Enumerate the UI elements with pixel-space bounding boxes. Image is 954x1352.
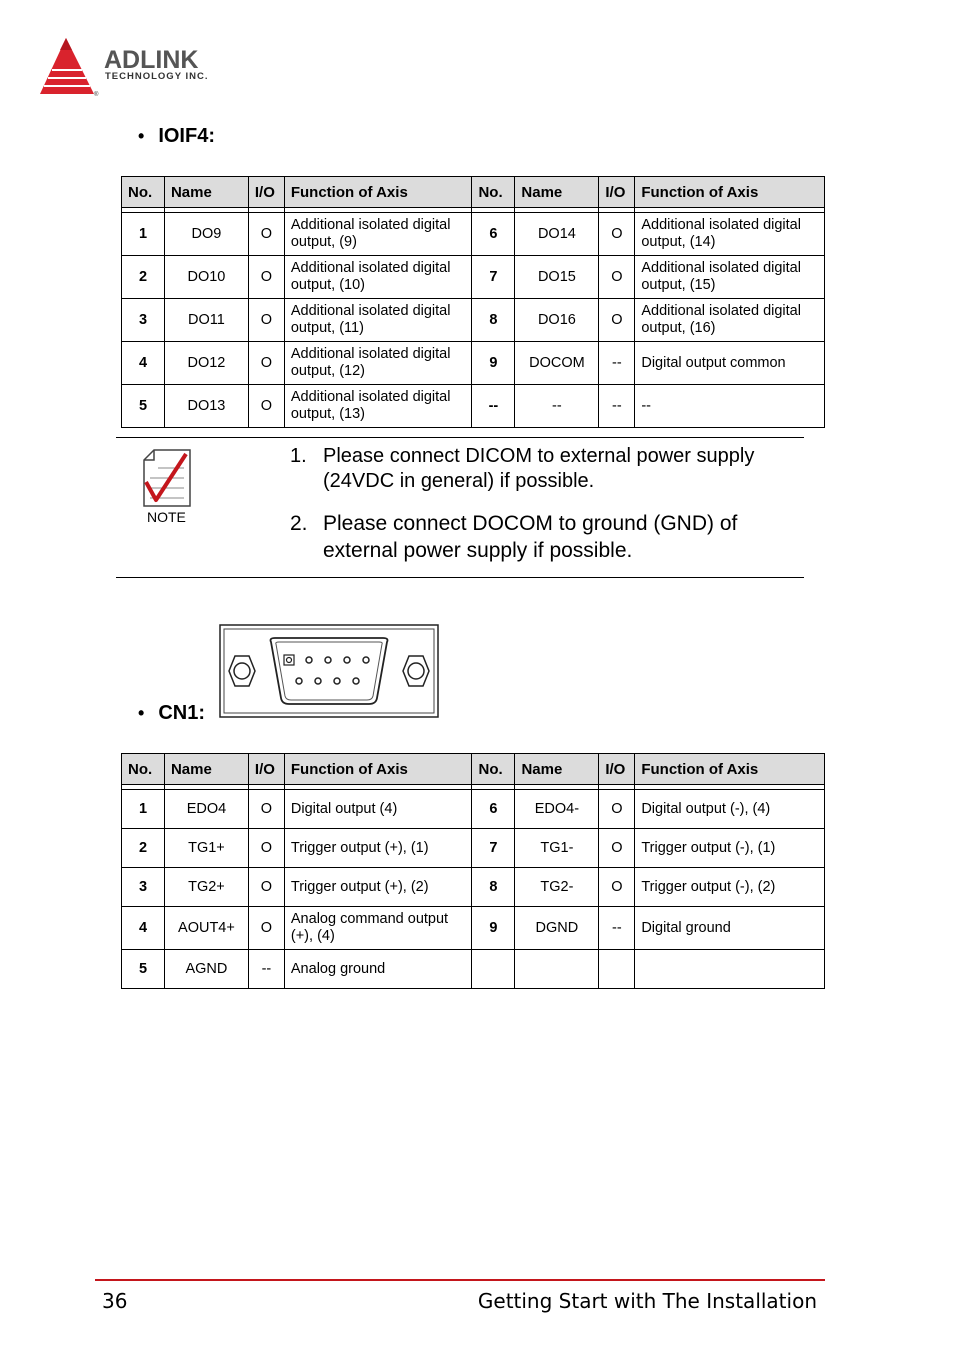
table-cell-name: DGND — [515, 907, 599, 950]
table-cell-no: 9 — [472, 342, 515, 385]
column-header: Function of Axis — [284, 177, 472, 208]
table-cell-name: AOUT4+ — [164, 907, 248, 950]
table-cell-io: O — [599, 829, 635, 868]
table-cell-name: DO16 — [515, 299, 599, 342]
table-cell-io: -- — [599, 385, 635, 428]
column-header: I/O — [599, 754, 635, 785]
brand-name: ADLINK — [104, 46, 199, 74]
table-cell-io: O — [248, 299, 284, 342]
table-cell-io — [599, 950, 635, 989]
ioif4-heading-text: IOIF4: — [158, 125, 215, 147]
column-header: Name — [164, 177, 248, 208]
column-header: I/O — [248, 754, 284, 785]
table-cell-fn: Additional isolated digital output, (10) — [284, 256, 472, 299]
table-cell-fn: Additional isolated digital output, (14) — [635, 213, 825, 256]
table-cell-name: EDO4 — [164, 790, 248, 829]
table-cell-fn: Analog command output (+), (4) — [284, 907, 472, 950]
table-row — [122, 868, 825, 907]
table-cell-no: 1 — [122, 790, 165, 829]
table-cell-name: DO11 — [164, 299, 248, 342]
column-header: Name — [164, 754, 248, 785]
table-cell-fn: Trigger output (-), (2) — [635, 868, 825, 907]
table-cell-name: TG2- — [515, 868, 599, 907]
table-cell-name: AGND — [164, 950, 248, 989]
note-item-number: 1. — [290, 445, 307, 467]
table-cell-no: 1 — [122, 213, 165, 256]
table-cell-no: 4 — [122, 907, 165, 950]
table-row — [122, 213, 825, 256]
table-cell-io: -- — [599, 907, 635, 950]
table-cell-name: DO10 — [164, 256, 248, 299]
table-cell-no: 7 — [472, 256, 515, 299]
table-cell-no: 9 — [472, 907, 515, 950]
column-header: No. — [122, 754, 165, 785]
brand-tagline: TECHNOLOGY INC. — [105, 71, 209, 82]
ioif4-heading — [138, 125, 215, 148]
adlink-triangle-icon — [38, 36, 102, 98]
cn1-heading-text: CN1: — [158, 702, 205, 724]
table-cell-io: O — [248, 256, 284, 299]
table-cell-io: O — [248, 829, 284, 868]
table-cell-name: TG1+ — [164, 829, 248, 868]
column-header: I/O — [599, 177, 635, 208]
table-cell-no — [472, 950, 515, 989]
table-cell-no: 6 — [472, 213, 515, 256]
column-header: I/O — [248, 177, 284, 208]
table-cell-fn: Digital output (4) — [284, 790, 472, 829]
table-cell-fn: Additional isolated digital output, (11) — [284, 299, 472, 342]
table-row — [122, 299, 825, 342]
cn1-heading — [138, 702, 205, 725]
adlink-logo — [38, 36, 238, 100]
column-header: Function of Axis — [635, 754, 825, 785]
note-bottom-divider — [116, 577, 804, 578]
table-header-row — [122, 754, 825, 785]
table-cell-io: -- — [248, 950, 284, 989]
note-item-text: Please connect DICOM to external power supply (24VDC in general) if possible. — [323, 445, 755, 492]
footer-divider — [95, 1279, 825, 1281]
table-cell-io: O — [248, 868, 284, 907]
table-cell-fn: -- — [635, 385, 825, 428]
table-cell-fn: Additional isolated digital output, (15) — [635, 256, 825, 299]
table-cell-io: O — [248, 342, 284, 385]
table-row — [122, 950, 825, 989]
table-cell-name: DO13 — [164, 385, 248, 428]
table-row — [122, 790, 825, 829]
column-header: Name — [515, 177, 599, 208]
table-cell-fn: Digital output common — [635, 342, 825, 385]
note-icon — [140, 448, 200, 528]
table-cell-fn: Additional isolated digital output, (9) — [284, 213, 472, 256]
table-cell-no: 8 — [472, 299, 515, 342]
table-cell-no: 2 — [122, 256, 165, 299]
table-cell-io: O — [599, 868, 635, 907]
table-cell-name: EDO4- — [515, 790, 599, 829]
table-cell-name — [515, 950, 599, 989]
ioif4-pin-table — [121, 176, 825, 428]
table-cell-name: DO14 — [515, 213, 599, 256]
column-header: Function of Axis — [635, 177, 825, 208]
table-cell-fn: Trigger output (+), (2) — [284, 868, 472, 907]
table-cell-io: O — [599, 256, 635, 299]
column-header: No. — [472, 754, 515, 785]
table-cell-fn: Additional isolated digital output, (12) — [284, 342, 472, 385]
table-cell-no: -- — [472, 385, 515, 428]
bullet-icon: • — [138, 703, 145, 723]
table-cell-io: -- — [599, 342, 635, 385]
table-cell-io: O — [599, 213, 635, 256]
table-row — [122, 907, 825, 950]
table-header-row — [122, 177, 825, 208]
table-cell-no: 8 — [472, 868, 515, 907]
table-cell-io: O — [248, 385, 284, 428]
cn1-pin-table — [121, 753, 825, 989]
db9-connector-image — [219, 624, 439, 718]
note-list — [290, 444, 790, 564]
column-header: Name — [515, 754, 599, 785]
table-cell-no: 5 — [122, 385, 165, 428]
table-cell-fn: Analog ground — [284, 950, 472, 989]
table-cell-name: DO9 — [164, 213, 248, 256]
page-number: 36 — [102, 1289, 128, 1313]
table-cell-name: DOCOM — [515, 342, 599, 385]
table-cell-no: 3 — [122, 868, 165, 907]
table-cell-name: DO12 — [164, 342, 248, 385]
note-item — [290, 444, 790, 494]
db9-connector-icon — [219, 624, 439, 718]
table-cell-no: 2 — [122, 829, 165, 868]
table-cell-io: O — [599, 790, 635, 829]
note-label: NOTE — [147, 509, 186, 525]
footer-section-title: Getting Start with The Installation — [477, 1289, 817, 1313]
table-cell-no: 4 — [122, 342, 165, 385]
note-item-text: Please connect DOCOM to ground (GND) of external power supply if possible. — [323, 512, 738, 562]
table-cell-name: TG2+ — [164, 868, 248, 907]
bullet-icon: • — [138, 126, 145, 146]
table-cell-fn: Additional isolated digital output, (13) — [284, 385, 472, 428]
table-cell-fn: Digital ground — [635, 907, 825, 950]
column-header: Function of Axis — [284, 754, 472, 785]
column-header: No. — [472, 177, 515, 208]
note-item-number: 2. — [290, 512, 308, 535]
table-cell-name: TG1- — [515, 829, 599, 868]
table-cell-io: O — [248, 790, 284, 829]
table-cell-io: O — [248, 907, 284, 950]
table-cell-name: DO15 — [515, 256, 599, 299]
table-cell-io: O — [248, 213, 284, 256]
column-header: No. — [122, 177, 165, 208]
table-cell-fn: Digital output (-), (4) — [635, 790, 825, 829]
table-cell-fn: Trigger output (+), (1) — [284, 829, 472, 868]
table-row — [122, 829, 825, 868]
table-cell-no: 3 — [122, 299, 165, 342]
table-cell-name: -- — [515, 385, 599, 428]
table-cell-no: 7 — [472, 829, 515, 868]
checklist-icon — [140, 448, 196, 510]
table-cell-no: 6 — [472, 790, 515, 829]
table-cell-fn: Additional isolated digital output, (16) — [635, 299, 825, 342]
table-cell-fn — [635, 950, 825, 989]
table-cell-no: 5 — [122, 950, 165, 989]
table-cell-io: O — [599, 299, 635, 342]
svg-text:®: ® — [94, 92, 99, 98]
table-row — [122, 256, 825, 299]
table-row — [122, 342, 825, 385]
note-item — [290, 510, 790, 564]
table-row — [122, 385, 825, 428]
note-top-divider — [116, 437, 804, 438]
table-cell-fn: Trigger output (-), (1) — [635, 829, 825, 868]
